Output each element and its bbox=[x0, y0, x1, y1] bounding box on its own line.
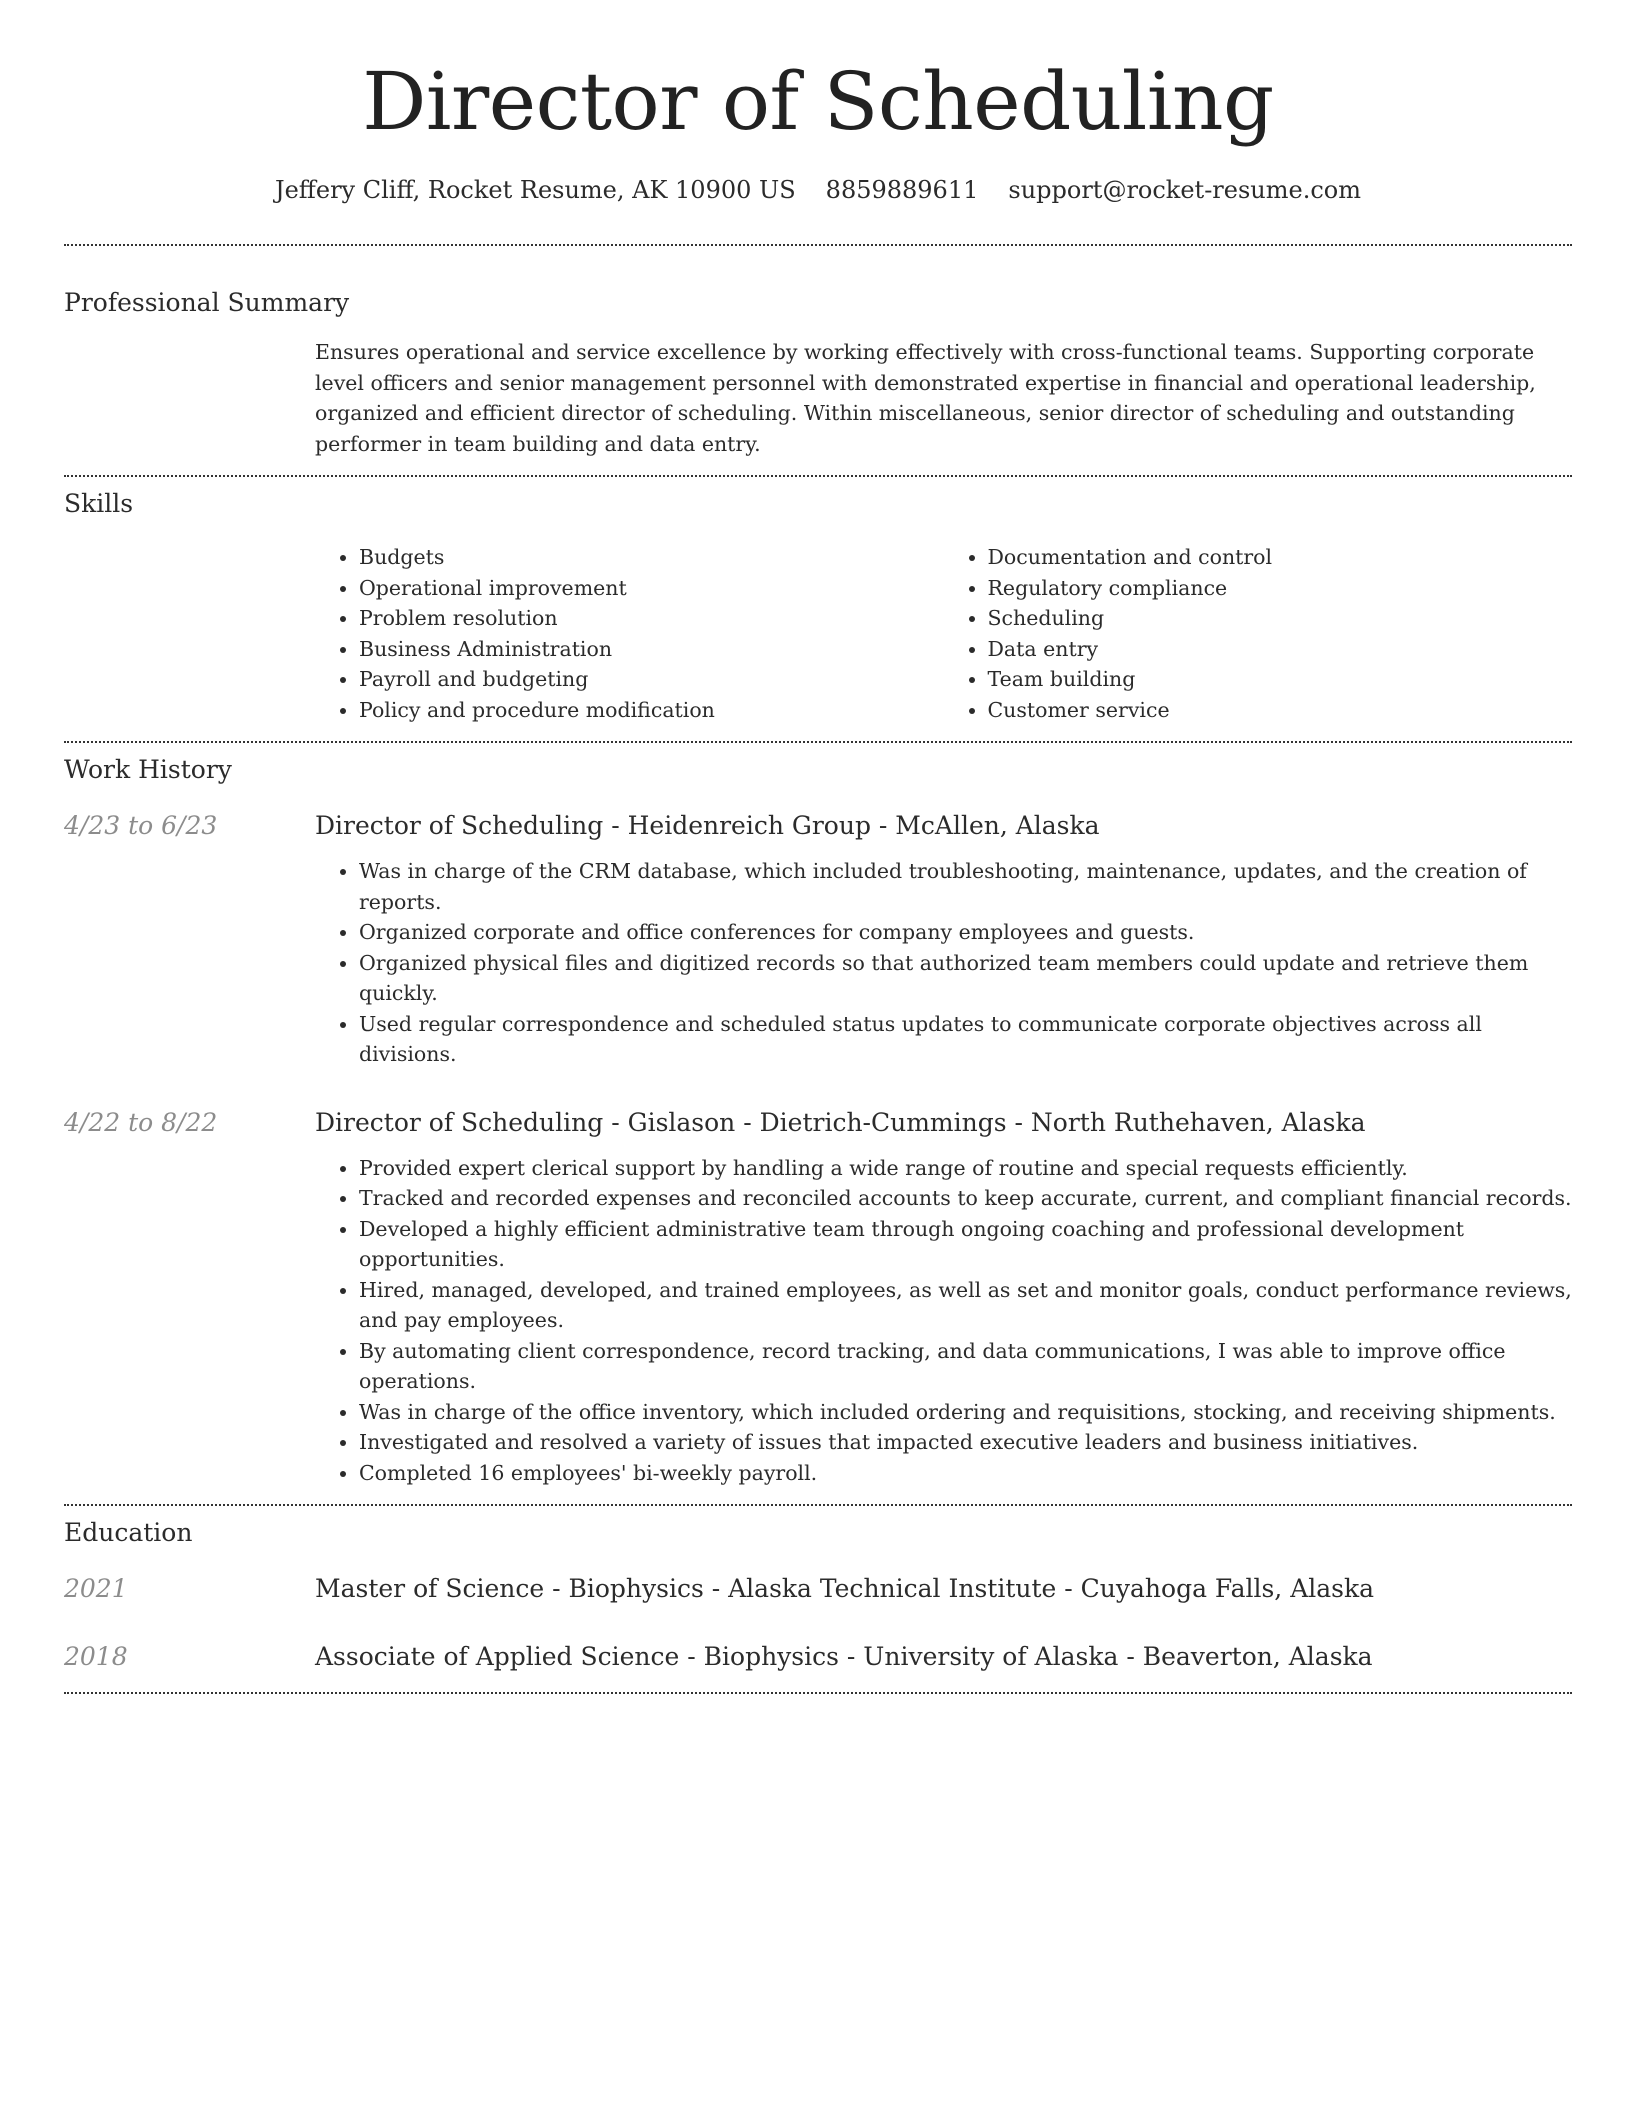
skill-item: • Payroll and budgeting bbox=[359, 664, 944, 695]
job-bullet: • Used regular correspondence and scheduled status updates to communicate corporate objectives across all divisions. bbox=[359, 1009, 1572, 1070]
job-title: Director of Scheduling - Heidenreich Group - McAllen, Alaska bbox=[315, 811, 1100, 840]
job-bullets bbox=[315, 1153, 1572, 1489]
summary-section bbox=[64, 287, 1572, 459]
job-bullet: • Hired, managed, developed, and trained employees, as well as set and monitor goals, conduct performance reviews, and pay employees. bbox=[359, 1275, 1572, 1336]
job-bullet: • Organized corporate and office conferences for company employees and guests. bbox=[359, 917, 1572, 948]
job-bullet: • Organized physical files and digitized records so that authorized team members could update and retrieve them quickly. bbox=[359, 948, 1572, 1009]
section-divider bbox=[64, 1692, 1572, 1694]
job-bullet: • Was in charge of the office inventory, which included ordering and requisitions, stocking, and receiving shipments. bbox=[359, 1397, 1572, 1428]
job-dates: 4/23 to 6/23 bbox=[64, 811, 218, 840]
skill-item: • Data entry bbox=[988, 634, 1573, 665]
job-bullet: • Was in charge of the CRM database, which included troubleshooting, maintenance, updates, and the creation of reports. bbox=[359, 856, 1572, 917]
education-entry bbox=[64, 1641, 1572, 1673]
section-divider bbox=[64, 244, 1572, 246]
skill-item: • Policy and procedure modification bbox=[359, 695, 944, 726]
job-dates: 4/22 to 8/22 bbox=[64, 1107, 218, 1137]
resume-page bbox=[64, 0, 1572, 1694]
job-title: Director of Scheduling - Gislason - Dietrich-Cummings - North Ruthehaven, Alaska bbox=[315, 1107, 1366, 1137]
skill-item: • Regulatory compliance bbox=[988, 573, 1573, 604]
job-bullet: • Completed 16 employees' bi-weekly payroll. bbox=[359, 1458, 1572, 1489]
contact-email: support@rocket-resume.com bbox=[1008, 176, 1361, 204]
skill-item: • Customer service bbox=[988, 695, 1573, 726]
job-bullet: • Investigated and resolved a variety of issues that impacted executive leaders and business initiatives. bbox=[359, 1427, 1572, 1458]
education-year: 2021 bbox=[64, 1574, 128, 1603]
job-bullet: • By automating client correspondence, record tracking, and data communications, I was able to improve office operations. bbox=[359, 1336, 1572, 1397]
section-divider bbox=[64, 475, 1572, 477]
job-entry bbox=[64, 1107, 1572, 1489]
work-heading: Work History bbox=[64, 755, 232, 784]
skills-list bbox=[315, 542, 1572, 725]
job-bullet: • Provided expert clerical support by handling a wide range of routine and special requests efficiently. bbox=[359, 1153, 1572, 1184]
summary-heading: Professional Summary bbox=[64, 288, 350, 317]
contact-line bbox=[64, 174, 1572, 206]
education-degree: Associate of Applied Science - Biophysics - University of Alaska - Beaverton, Alaska bbox=[315, 1642, 1373, 1671]
resume-title: Director of Scheduling bbox=[362, 55, 1274, 148]
skill-item: • Business Administration bbox=[359, 634, 944, 665]
section-divider bbox=[64, 1504, 1572, 1506]
job-bullets bbox=[315, 856, 1572, 1070]
skill-item: • Operational improvement bbox=[359, 573, 944, 604]
job-bullet: • Tracked and recorded expenses and reconciled accounts to keep accurate, current, and compliant financial records. bbox=[359, 1183, 1572, 1214]
skills-heading: Skills bbox=[64, 489, 134, 518]
skills-column-right bbox=[944, 542, 1573, 725]
summary-text: Ensures operational and service excellence by working effectively with cross-functional teams. Supporting corporate level officers and senior management personnel with demonstrated expertise in financial and operational leadership, organized and efficient director of scheduling. Within miscellaneous, senior director of scheduling and outstanding performer in team building and data entry. bbox=[315, 340, 1536, 456]
skill-item: • Problem resolution bbox=[359, 603, 944, 634]
contact-phone: 8859889611 bbox=[825, 176, 979, 204]
education-degree: Master of Science - Biophysics - Alaska Technical Institute - Cuyahoga Falls, Alaska bbox=[315, 1574, 1375, 1603]
skills-column-left bbox=[315, 542, 944, 725]
skill-item: • Budgets bbox=[359, 542, 944, 573]
skill-item: • Team building bbox=[988, 664, 1573, 695]
skill-item: • Documentation and control bbox=[988, 542, 1573, 573]
education-section bbox=[64, 1517, 1572, 1673]
work-section bbox=[64, 754, 1572, 1488]
job-bullet: • Developed a highly efficient administrative team through ongoing coaching and professional development opportunities. bbox=[359, 1214, 1572, 1275]
contact-address: Jeffery Cliff, Rocket Resume, AK 10900 US bbox=[274, 176, 796, 204]
education-year: 2018 bbox=[64, 1642, 128, 1671]
education-heading: Education bbox=[64, 1518, 193, 1547]
skills-section bbox=[64, 488, 1572, 725]
education-entry bbox=[64, 1573, 1572, 1605]
job-entry bbox=[64, 810, 1572, 1070]
section-divider bbox=[64, 741, 1572, 743]
skill-item: • Scheduling bbox=[988, 603, 1573, 634]
